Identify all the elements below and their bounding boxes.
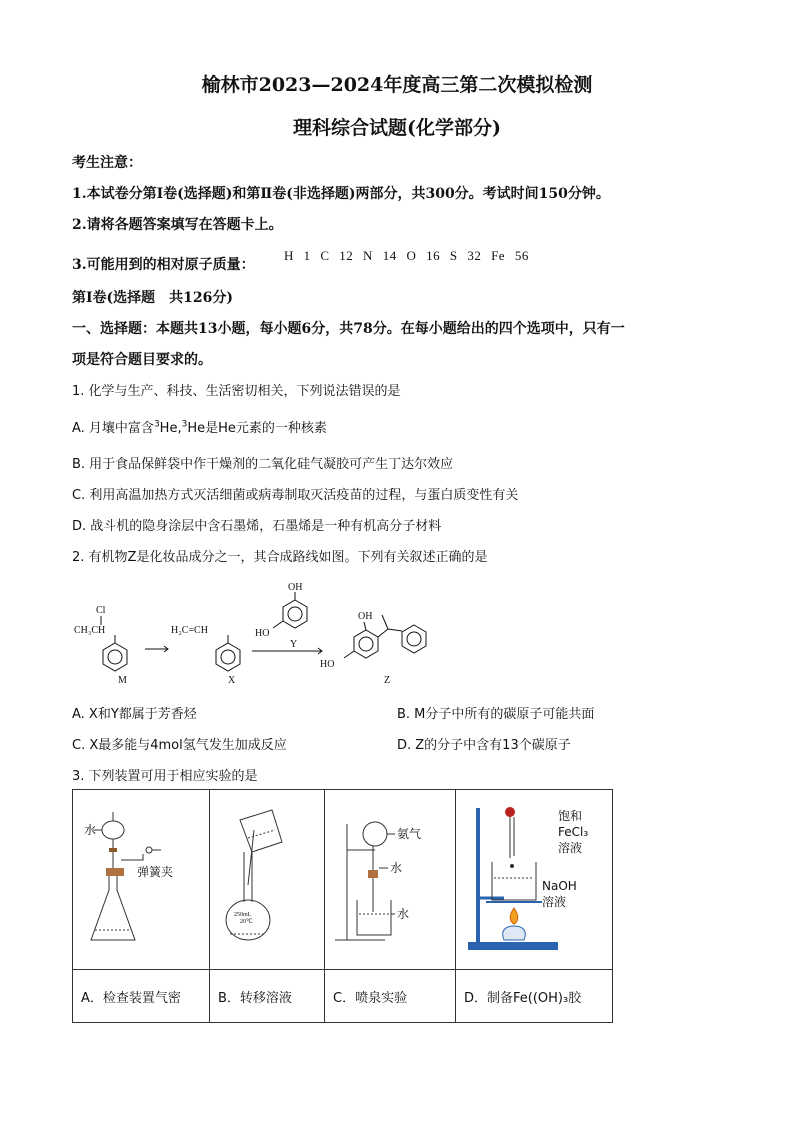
label-fecl3: FeCl₃ [558,825,589,839]
apparatus-b-figure [210,790,324,965]
q1-a-sup-1: 3 [153,419,160,430]
label-saturated: 饱和 [558,809,583,823]
apparatus-c-cell [325,790,456,970]
molecule-m [74,605,127,686]
y-ho: HO [255,628,270,639]
x-vinyl: H₂C=CH [171,625,208,636]
y-label: Y [290,639,298,650]
apparatus-table [72,789,613,1023]
caption-c: C．喷泉实验 [325,970,456,1023]
q2-option-a: A. X和Y都属于芳香烃 [72,707,197,722]
apparatus-a-figure [73,790,209,965]
notice-line-2: 2.请将各题答案填写在答题卡上。 [72,217,283,233]
q1-option-d: D. 战斗机的隐身涂层中含石墨烯，石墨烯是一种有机高分子材料 [72,519,442,534]
caption-d: D．制备Fe((OH)₃胶 [456,970,613,1023]
exam-subtitle: 理科综合试题(化学部分) [293,117,501,139]
q1-option-b: B. 用于食品保鲜袋中作干燥剂的二氧化硅气凝胶可产生丁达尔效应 [72,457,454,472]
q1-stem: 1. 化学与生产、科技、生活密切相关，下列说法错误的是 [72,384,401,399]
section-instruction-2: 项是符合题目要求的。 [72,352,212,368]
q2-option-c: C. X最多能与4mol氢气发生加成反应 [72,738,287,753]
q3-stem: 3. 下列装置可用于相应实验的是 [72,769,258,784]
notice-line-1: 1.本试卷分第Ⅰ卷(选择题)和第Ⅱ卷(非选择题)两部分，共300分。考试时间150分钟。 [72,186,610,202]
m-label: M [118,675,127,686]
apparatus-a-cell [73,790,210,970]
label-water-a: 水 [84,823,97,837]
notice-line-3-label: 3.可能用到的相对原子质量： [72,257,255,273]
apparatus-d-cell [456,790,613,970]
label-clamp: 弹簧夹 [137,865,174,879]
label-20c: 20℃ [240,919,253,925]
q1-option-a [72,417,327,436]
label-solution-1: 溶液 [558,841,583,855]
m-ch3ch: CH₃CH [74,625,106,636]
label-250ml: 250mL [234,912,252,918]
q2-stem: 2. 有机物Z是化妆品成分之一，其合成路线如图。下列有关叙述正确的是 [72,550,488,565]
section-instruction-1: 一、选择题：本题共13小题，每小题6分，共78分。在每小题给出的四个选项中，只有一 [72,321,625,337]
caption-b: B．转移溶液 [210,970,325,1023]
q2-option-d: D. Z的分子中含有13个碳原子 [397,738,571,753]
apparatus-c-figure [325,790,455,965]
label-ammonia: 氨气 [397,827,422,841]
notice-heading: 考生注意： [72,155,142,171]
synthesis-scheme [70,575,450,690]
part-one-heading: 第Ⅰ卷(选择题 共126分) [72,290,234,306]
m-cl: Cl [96,605,106,616]
q2-option-b: B. M分子中所有的碳原子可能共面 [397,707,595,722]
exam-title: 榆林市2023—2024年度高三第二次模拟检测 [201,74,593,96]
molecule-z [320,611,426,686]
y-oh: OH [288,582,303,593]
z-oh: OH [358,611,373,622]
z-label: Z [384,675,391,686]
apparatus-d-figure [456,790,612,965]
q1-a-rest: He是He元素的一种核素 [187,421,327,436]
molecule-y [255,582,307,650]
atomic-masses: H 1 C 12 N 14 O 16 S 32 Fe 56 [284,248,529,263]
apparatus-b-cell [210,790,325,970]
q1-a-sup-2: 3 [181,419,188,430]
molecule-x [171,625,240,686]
q1-a-he: He, [159,421,182,436]
q1-a-prefix: A. 月壤中富含 [72,421,154,436]
x-label: X [228,675,236,686]
label-water-c1: 水 [390,861,403,875]
q1-option-c: C. 利用高温加热方式灭活细菌或病毒制取灭活疫苗的过程，与蛋白质变性有关 [72,488,519,503]
caption-a: A．检查装置气密 [73,970,210,1023]
label-solution-2: 溶液 [542,895,567,909]
label-naoh: NaOH [542,879,577,893]
z-ho: HO [320,659,335,670]
label-water-c2: 水 [397,907,410,921]
